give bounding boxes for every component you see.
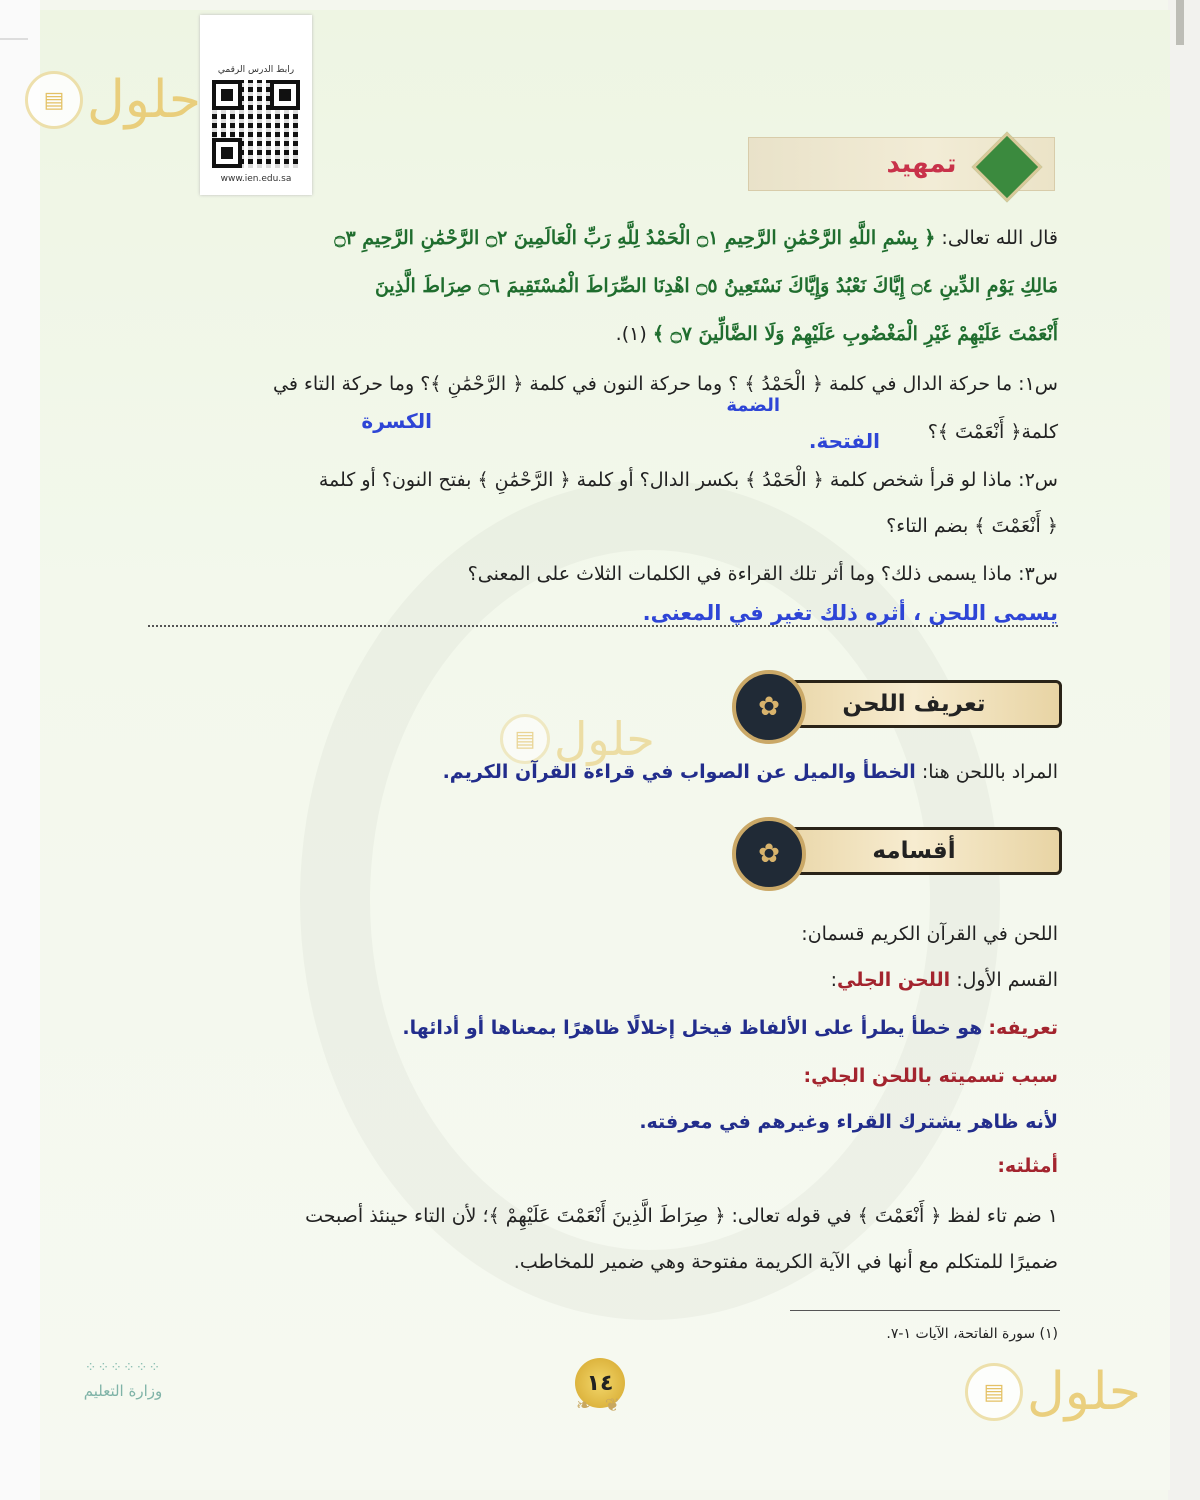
definition-line	[402, 1016, 1058, 1041]
banner-title: أقسامه	[872, 838, 956, 864]
question-3: س٣: ماذا يسمى ذلك؟ وما أثر تلك القراءة في الكلمات الثلاث على المعنى؟	[467, 563, 1058, 585]
qr-caption: رابط الدرس الرقمي	[217, 65, 295, 75]
types-intro: اللحن في القرآن الكريم قسمان:	[801, 923, 1058, 945]
banner-body	[766, 827, 1062, 875]
intro-lead: قال الله تعالى:	[941, 227, 1058, 249]
page-ornament-icon: ❦ ❧	[576, 1395, 624, 1416]
ministry-name: وزارة التعليم	[83, 1382, 163, 1400]
watermark-logo	[500, 712, 655, 766]
right-margin	[1168, 0, 1200, 1500]
watermark-logo	[25, 70, 201, 130]
definition-label: تعريفه:	[988, 1017, 1058, 1039]
ministry-dots-icon: ⁘⁘⁘⁘⁘⁘	[84, 1360, 162, 1376]
answer-noon: الكسرة	[361, 409, 432, 433]
left-margin	[0, 0, 40, 1500]
intro-line3	[616, 322, 1058, 347]
banner-title: تعريف اللحن	[842, 691, 986, 717]
first-type-colon: :	[830, 969, 837, 991]
answer-dal: الضمة	[726, 395, 780, 416]
question-2-line2: ﴿ أَنْعَمْتَ ﴾ بضم التاء؟	[886, 515, 1058, 537]
reason-text: لأنه ظاهر يشترك القراء وغيرهم في معرفته.	[639, 1111, 1058, 1133]
example-1: ١ ضم تاء لفظ ﴿ أَنْعَمْتَ ﴾ في قوله تعالى: ﴿ صِرَاطَ الَّذِينَ أَنْعَمْتَ عَلَيْهِمْ ﴾؛ لأن التاء حينئذ أصبحت	[305, 1205, 1058, 1227]
ayah-line: أَنْعَمْتَ عَلَيْهِمْ غَيْرِ الْمَغْضُوبِ عَلَيْهِمْ وَلَا الضَّالِّينَ ۝٧ ﴾	[652, 323, 1058, 345]
definition-prefix: المراد باللحن هنا:	[921, 761, 1058, 783]
logo-text: حلول	[1027, 1362, 1142, 1422]
qr-finder	[212, 138, 242, 168]
ayah-line: ﴿ بِسْمِ اللَّهِ الرَّحْمَٰنِ الرَّحِيمِ ۝١ الْحَمْدُ لِلَّهِ رَبِّ الْعَالَمِينَ ۝٢ الرَّحْمَٰنِ الرَّحِيمِ ۝٣	[334, 227, 936, 249]
qr-finder	[212, 80, 242, 110]
qr-finder	[270, 80, 300, 110]
qr-card[interactable]	[200, 15, 312, 195]
answer-line	[148, 625, 1058, 627]
definition-body: هو خطأ يطرأ على الألفاظ فيخل إخلالًا ظاهرًا بمعناها أو أدائها.	[402, 1017, 983, 1039]
reason-label: سبب تسميته باللحن الجلي:	[803, 1065, 1058, 1087]
flower-medallion-icon: ✿	[732, 670, 806, 744]
ministry-logo	[68, 1360, 178, 1400]
book-icon: ▤	[500, 714, 550, 764]
first-type-name: اللحن الجلي	[837, 969, 951, 991]
watermark-logo	[965, 1362, 1141, 1422]
logo-text: حلول	[554, 712, 655, 766]
flower-medallion-icon: ✿	[732, 817, 806, 891]
page-number: ١٤	[575, 1358, 625, 1408]
banner-definition	[732, 670, 1062, 730]
question-2: س٢: ماذا لو قرأ شخص كلمة ﴿ الْحَمْدُ ﴾ بكسر الدال؟ أو كلمة ﴿ الرَّحْمَٰنِ ﴾ بفتح النون؟ أو كلمة	[318, 469, 1058, 491]
answer-3: يسمى اللحن ، أثره ذلك تغير في المعنى.	[642, 601, 1058, 625]
footnote: (١) سورة الفاتحة، الآيات ١-٧.	[886, 1326, 1058, 1342]
qr-code-icon	[212, 80, 300, 168]
example-1-line2: ضميرًا للمتكلم مع أنها في الآية الكريمة مفتوحة وهي ضمير للمخاطب.	[513, 1251, 1058, 1273]
footnote-rule	[790, 1310, 1060, 1311]
margin-mark	[0, 38, 28, 40]
definition-highlight: الخطأ والميل عن الصواب في قراءة القرآن الكريم.	[442, 761, 916, 783]
question-1-line2: كلمة﴿ أَنْعَمْتَ ﴾؟	[927, 421, 1058, 443]
section-title: تمهيد	[886, 149, 957, 179]
logo-text: حلول	[87, 70, 202, 130]
examples-label: أمثلته:	[997, 1155, 1058, 1177]
first-type	[831, 968, 1058, 993]
answer-taa: الفتحة.	[808, 429, 880, 453]
book-icon: ▤	[965, 1363, 1023, 1421]
intro-line1	[334, 226, 1058, 251]
question-1: س١: ما حركة الدال في كلمة ﴿ الْحَمْدُ ﴾ ؟ وما حركة النون في كلمة ﴿ الرَّحْمَٰنِ ﴾؟ وما حركة التاء في	[272, 373, 1058, 395]
book-icon: ▤	[25, 71, 83, 129]
banner-body	[766, 680, 1062, 728]
first-type-prefix: القسم الأول:	[956, 969, 1058, 991]
footnote-ref: (١).	[615, 323, 647, 345]
banner-types	[732, 817, 1062, 877]
definition-text	[443, 760, 1058, 785]
ayah-line: مَالِكِ يَوْمِ الدِّينِ ۝٤ إِيَّاكَ نَعْبُدُ وَإِيَّاكَ نَسْتَعِينُ ۝٥ اهْدِنَا الصِّرَاطَ الْمُسْتَقِيمَ ۝٦ صِرَاطَ الَّذِينَ	[374, 275, 1058, 297]
scroll-mark	[1176, 0, 1184, 45]
qr-url: www.ien.edu.sa	[220, 174, 292, 184]
